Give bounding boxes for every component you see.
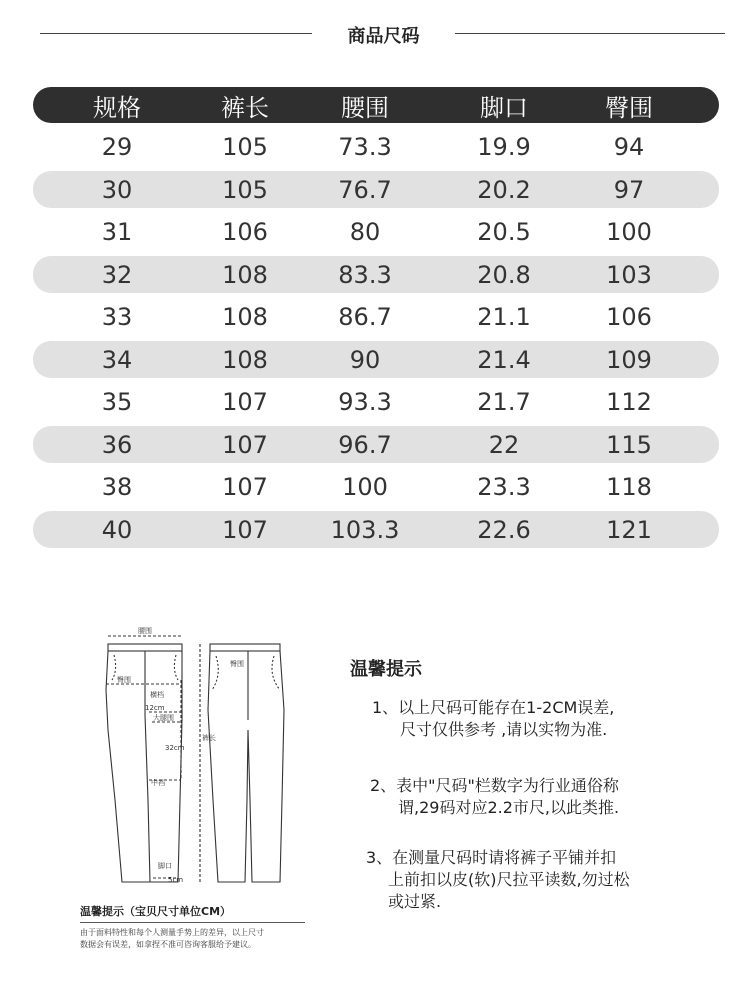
column-header: 规格 <box>93 93 141 122</box>
caption-divider <box>80 922 305 923</box>
table-cell: 106 <box>222 218 268 246</box>
table-cell: 29 <box>101 133 133 161</box>
table-cell: 21.1 <box>477 303 531 331</box>
table-cell: 112 <box>606 388 652 416</box>
section-title-bar <box>0 0 750 70</box>
diagram-label: 5cm <box>168 876 184 884</box>
diagram-label: 横档 <box>150 691 164 699</box>
table-row <box>33 426 719 463</box>
table-cell: 90 <box>349 345 381 374</box>
diagram-caption <box>80 903 320 951</box>
column-header: 臀围 <box>605 93 653 122</box>
tip-item <box>372 697 614 741</box>
size-table <box>33 87 719 548</box>
table-row <box>33 384 719 421</box>
table-cell: 21.4 <box>477 345 531 374</box>
table-cell: 35 <box>101 388 133 416</box>
table-row <box>33 129 719 166</box>
table-cell: 109 <box>606 345 652 374</box>
table-cell: 40 <box>101 515 133 544</box>
table-cell: 22 <box>488 430 520 459</box>
caption-title: 温馨提示（宝贝尺寸单位CM） <box>80 905 232 918</box>
diagram-label: 大腿围 <box>153 714 174 722</box>
table-cell: 96.7 <box>338 430 392 459</box>
table-cell: 32 <box>101 260 133 289</box>
section-title: 商品尺码 <box>347 26 420 47</box>
diagram-label: 脚口 <box>158 862 172 870</box>
table-cell: 93.3 <box>338 388 392 416</box>
tips-title: 温馨提示 <box>350 659 422 680</box>
tip-line: 上前扣以皮(软)尺拉平读数,勿过松 <box>388 870 630 889</box>
table-cell: 97 <box>613 175 645 204</box>
table-cell: 107 <box>222 515 268 544</box>
table-cell: 20.5 <box>477 218 531 246</box>
tips-panel <box>350 655 730 911</box>
table-cell: 21.7 <box>477 388 531 416</box>
table-cell: 83.3 <box>338 260 392 289</box>
tip-line: 2、表中"尺码"栏数字为行业通俗称 <box>370 776 619 795</box>
diagram-label: 臀围 <box>230 660 244 668</box>
table-row <box>33 171 719 208</box>
diagram-label: 32cm <box>165 744 185 752</box>
tip-item <box>370 775 619 819</box>
tip-item <box>366 847 630 913</box>
table-cell: 94 <box>613 133 645 161</box>
table-cell: 19.9 <box>477 133 531 161</box>
table-cell: 73.3 <box>338 133 392 161</box>
table-cell: 108 <box>222 260 268 289</box>
table-cell: 105 <box>222 133 268 161</box>
table-row <box>33 511 719 548</box>
table-header <box>33 87 719 123</box>
diagram-label: 腰围 <box>138 627 152 635</box>
tip-line: 3、在测量尺码时请将裤子平铺并扣 <box>366 848 617 867</box>
table-cell: 22.6 <box>477 515 531 544</box>
column-header: 脚口 <box>480 93 528 122</box>
table-cell: 108 <box>222 345 268 374</box>
diagram-label: 裤长 <box>202 734 216 742</box>
table-cell: 20.8 <box>477 260 531 289</box>
column-header: 腰围 <box>341 93 389 122</box>
table-cell: 33 <box>101 303 133 331</box>
table-cell: 107 <box>222 473 268 501</box>
caption-line: 数据会有误差，如拿捏不准可咨询客服给予建议。 <box>80 940 256 949</box>
table-cell: 107 <box>222 388 268 416</box>
table-cell: 100 <box>606 218 652 246</box>
table-cell: 38 <box>101 473 133 501</box>
tip-line: 谓,29码对应2.2市尺,以此类推. <box>398 798 620 817</box>
table-cell: 107 <box>222 430 268 459</box>
table-cell: 86.7 <box>338 303 392 331</box>
table-row <box>33 341 719 378</box>
table-cell: 108 <box>222 303 268 331</box>
caption-line: 由于面料特性和每个人测量手势上的差异，以上尺寸 <box>80 928 264 937</box>
table-cell: 103 <box>606 260 652 289</box>
table-cell: 31 <box>101 218 133 246</box>
table-cell: 106 <box>606 303 652 331</box>
table-cell: 34 <box>101 345 133 374</box>
table-cell: 36 <box>101 430 133 459</box>
table-cell: 100 <box>342 473 388 501</box>
table-cell: 30 <box>101 175 133 204</box>
diagram-label: 中裆 <box>151 779 165 787</box>
tip-line: 或过紧. <box>388 892 442 911</box>
table-row <box>33 214 719 251</box>
caption-text <box>80 927 320 951</box>
diagram-label: 臀围 <box>117 676 131 684</box>
tip-line: 1、以上尺码可能存在1-2CM误差, <box>372 698 615 717</box>
table-cell: 105 <box>222 175 268 204</box>
table-cell: 103.3 <box>330 515 400 544</box>
pants-measurement-diagram <box>70 620 320 950</box>
table-cell: 115 <box>606 430 652 459</box>
table-cell: 80 <box>349 218 381 246</box>
column-header: 裤长 <box>221 93 269 122</box>
table-row <box>33 256 719 293</box>
tip-line: 尺寸仅供参考 ,请以实物为准. <box>400 720 608 739</box>
title-divider-left <box>40 33 312 34</box>
table-row <box>33 469 719 506</box>
title-divider-right <box>455 33 725 34</box>
table-cell: 118 <box>606 473 652 501</box>
table-cell: 23.3 <box>477 473 531 501</box>
diagram-label: 12cm <box>145 704 165 712</box>
table-cell: 76.7 <box>338 175 392 204</box>
table-row <box>33 299 719 336</box>
table-cell: 20.2 <box>477 175 531 204</box>
table-cell: 121 <box>606 515 652 544</box>
